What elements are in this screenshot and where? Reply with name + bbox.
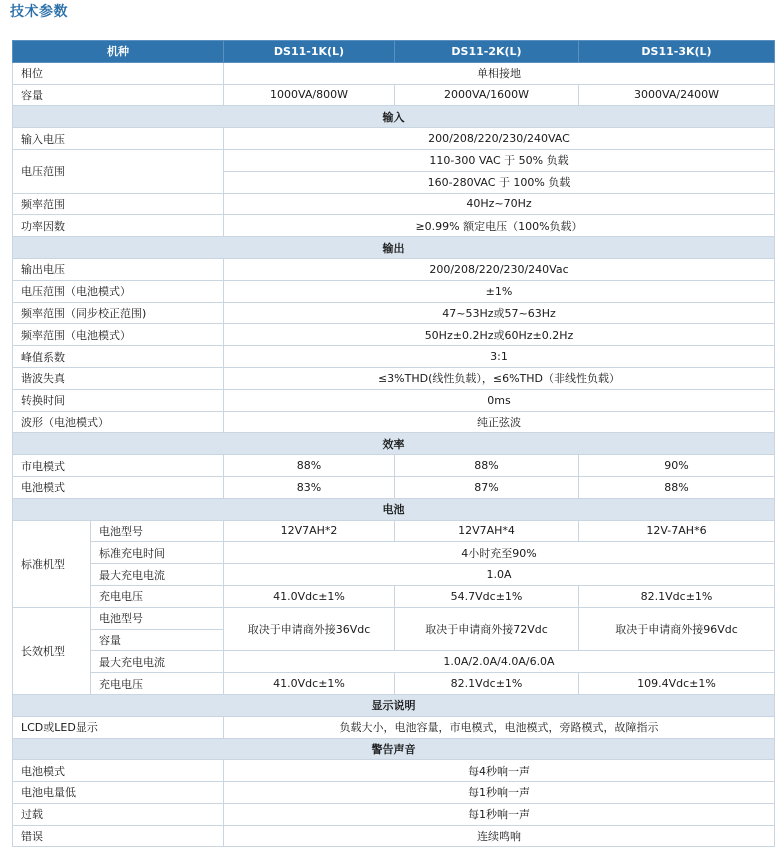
row-label: 电池模式 (13, 760, 224, 782)
row-value: 3000VA/2400W (579, 84, 775, 106)
section-header-row (13, 106, 775, 128)
table-row (13, 825, 775, 847)
section-header-row (13, 738, 775, 760)
row-label: 波形（电池模式） (13, 411, 224, 433)
row-value: 82.1Vdc±1% (579, 585, 775, 607)
row-value: 88% (579, 476, 775, 498)
page-title: 技术参数 (10, 4, 68, 20)
row-label: 转换时间 (13, 389, 224, 411)
row-value: 连续鸣响 (224, 825, 775, 847)
section-battery-title: 电池 (13, 498, 775, 520)
row-value: 取决于申请商外接96Vdc (579, 607, 775, 651)
row-label: 电压范围（电池模式） (13, 280, 224, 302)
row-value: 87% (395, 476, 579, 498)
table-row (13, 716, 775, 738)
row-label: 最大充电电流 (91, 651, 224, 673)
row-value: 110-300 VAC 于 50% 负载 (224, 149, 775, 171)
row-label: 容量 (13, 84, 224, 106)
section-efficiency-title: 效率 (13, 433, 775, 455)
row-value: 0ms (224, 389, 775, 411)
row-value: 88% (395, 455, 579, 477)
row-value: 每1秒响一声 (224, 803, 775, 825)
row-value: 每4秒响一声 (224, 760, 775, 782)
section-header-row (13, 237, 775, 259)
model-2k-header: DS11-2K(L) (395, 41, 579, 63)
row-label: 频率范围（同步校正范围) (13, 302, 224, 324)
table-row (13, 673, 775, 695)
row-value: 88% (224, 455, 395, 477)
row-label: 谐波失真 (13, 367, 224, 389)
row-value: 83% (224, 476, 395, 498)
table-row (13, 455, 775, 477)
row-label: 错误 (13, 825, 224, 847)
row-value: 负载大小，电池容量，市电模式，电池模式，旁路模式，故障指示 (224, 716, 775, 738)
row-label: 输入电压 (13, 128, 224, 150)
table-row (13, 193, 775, 215)
row-value: 3:1 (224, 346, 775, 368)
row-label: 市电模式 (13, 455, 224, 477)
section-header-row (13, 433, 775, 455)
row-value: 41.0Vdc±1% (224, 585, 395, 607)
row-label: 电池模式 (13, 476, 224, 498)
row-label: 频率范围 (13, 193, 224, 215)
row-label: 输出电压 (13, 258, 224, 280)
row-value: 单相接地 (224, 62, 775, 84)
section-display-title: 显示说明 (13, 694, 775, 716)
table-row (13, 302, 775, 324)
table-row (13, 782, 775, 804)
table-row (13, 128, 775, 150)
row-value: 12V7AH*4 (395, 520, 579, 542)
row-label: 充电电压 (91, 585, 224, 607)
row-value: 54.7Vdc±1% (395, 585, 579, 607)
row-value: 1.0A (224, 564, 775, 586)
table-row (13, 367, 775, 389)
row-label: 容量 (91, 629, 224, 651)
row-value: 取决于申请商外接36Vdc (224, 607, 395, 651)
row-label: 相位 (13, 62, 224, 84)
table-row (13, 258, 775, 280)
row-value: 109.4Vdc±1% (579, 673, 775, 695)
row-value: 50Hz±0.2Hz或60Hz±0.2Hz (224, 324, 775, 346)
section-header-row (13, 694, 775, 716)
row-value: 1.0A/2.0A/4.0A/6.0A (224, 651, 775, 673)
table-header-row (13, 41, 775, 63)
row-value: 每1秒响一声 (224, 782, 775, 804)
row-value: 40Hz~70Hz (224, 193, 775, 215)
table-row (13, 542, 775, 564)
row-value: 200/208/220/230/240VAC (224, 128, 775, 150)
row-label: 电池型号 (91, 607, 224, 629)
table-row (13, 476, 775, 498)
row-value: 4小时充至90% (224, 542, 775, 564)
table-row (13, 585, 775, 607)
row-label: 充电电压 (91, 673, 224, 695)
row-label: 电压范围 (13, 149, 224, 193)
table-row (13, 389, 775, 411)
section-header-row (13, 498, 775, 520)
spec-table (12, 40, 775, 847)
table-row (13, 62, 775, 84)
row-label: 电池电量低 (13, 782, 224, 804)
row-label: 最大充电电流 (91, 564, 224, 586)
table-row (13, 803, 775, 825)
table-row (13, 564, 775, 586)
section-output-title: 输出 (13, 237, 775, 259)
table-row (13, 651, 775, 673)
row-label: 峰值系数 (13, 346, 224, 368)
row-label: 功率因数 (13, 215, 224, 237)
row-value: 12V7AH*2 (224, 520, 395, 542)
table-row (13, 520, 775, 542)
table-row (13, 84, 775, 106)
row-label: LCD或LED显示 (13, 716, 224, 738)
row-value: 47~53Hz或57~63Hz (224, 302, 775, 324)
row-label: 标准充电时间 (91, 542, 224, 564)
section-alarm-title: 警告声音 (13, 738, 775, 760)
table-row (13, 346, 775, 368)
table-row (13, 149, 775, 171)
model-1k-header: DS11-1K(L) (224, 41, 395, 63)
row-value: 2000VA/1600W (395, 84, 579, 106)
model-3k-header: DS11-3K(L) (579, 41, 775, 63)
standard-model-label: 标准机型 (13, 520, 91, 607)
row-value: 82.1Vdc±1% (395, 673, 579, 695)
row-value: 1000VA/800W (224, 84, 395, 106)
model-header: 机种 (13, 41, 224, 63)
table-row (13, 280, 775, 302)
table-row (13, 215, 775, 237)
row-label: 过载 (13, 803, 224, 825)
row-value: 41.0Vdc±1% (224, 673, 395, 695)
row-value: 160-280VAC 于 100% 负载 (224, 171, 775, 193)
row-value: ≥0.99% 额定电压（100%负载） (224, 215, 775, 237)
long-model-label: 长效机型 (13, 607, 91, 694)
row-label: 电池型号 (91, 520, 224, 542)
table-row (13, 411, 775, 433)
row-value: 12V-7AH*6 (579, 520, 775, 542)
row-value: ±1% (224, 280, 775, 302)
row-value: 200/208/220/230/240Vac (224, 258, 775, 280)
row-value: 90% (579, 455, 775, 477)
row-label: 频率范围（电池模式） (13, 324, 224, 346)
row-value: 取决于申请商外接72Vdc (395, 607, 579, 651)
row-value: ≤3%THD(线性负载），≤6%THD（非线性负载） (224, 367, 775, 389)
row-value: 纯正弦波 (224, 411, 775, 433)
section-input-title: 输入 (13, 106, 775, 128)
table-row (13, 324, 775, 346)
table-row (13, 760, 775, 782)
table-row (13, 607, 775, 629)
